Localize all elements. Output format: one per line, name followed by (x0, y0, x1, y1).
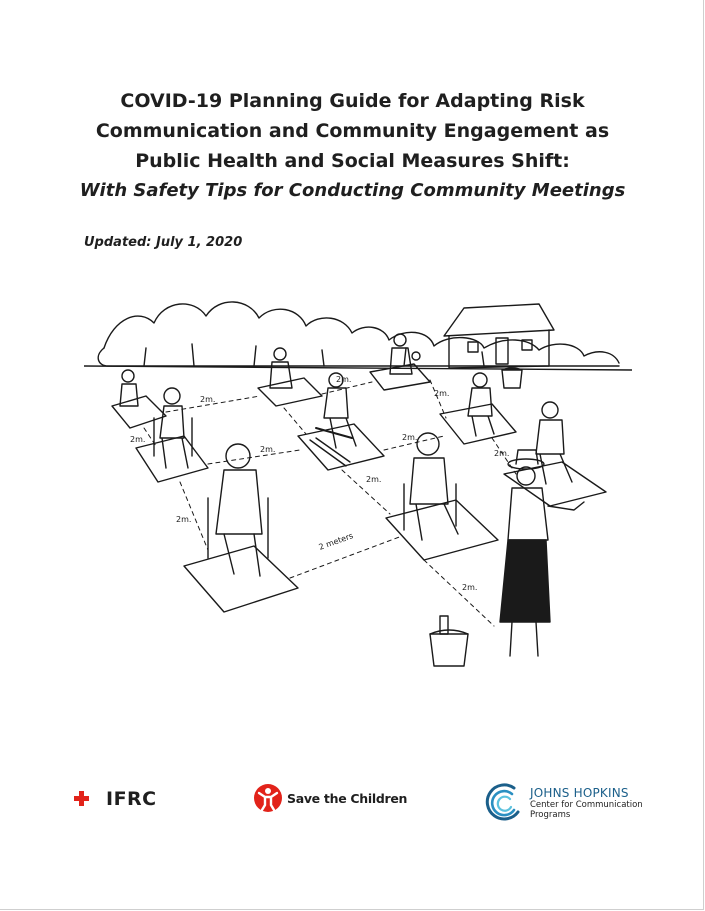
title-line-3: Public Health and Social Measures Shift: (135, 150, 570, 172)
distance-label: 2m. (366, 475, 382, 484)
document-subtitle: With Safety Tips for Conducting Community Meetings (79, 180, 626, 201)
title-line-2: Communication and Community Engagement as (95, 120, 610, 142)
bucket (430, 616, 468, 666)
save-the-children-text: Save the Children (287, 790, 408, 806)
red-cross-crescent-icon (74, 789, 104, 809)
person-seated (404, 433, 458, 540)
tree-line (104, 302, 619, 363)
document-title (60, 86, 645, 206)
distance-label: 2m. (402, 433, 418, 442)
person-seated (316, 373, 356, 448)
community-meeting-illustration (84, 278, 632, 690)
mat (386, 500, 498, 560)
distance-label: 2m. (260, 445, 276, 454)
save-the-children-logo (253, 782, 407, 814)
mat (136, 436, 208, 482)
distance-label: 2m. (200, 395, 216, 404)
updated-date: Updated: July 1, 2020 (84, 235, 243, 250)
jhu-name: JOHNS HOPKINS (530, 785, 629, 800)
house (444, 304, 554, 368)
partner-logos (0, 770, 705, 830)
johns-hopkins-ccp-logo (484, 782, 643, 824)
swirl-icon (484, 782, 524, 824)
person-seated (536, 402, 572, 484)
distance-label: 2m. (462, 583, 478, 592)
mat (440, 404, 516, 444)
distance-label: 2m. (176, 515, 192, 524)
distance-label: 2m. (336, 375, 352, 384)
distance-label: 2m. (434, 389, 450, 398)
mat (184, 546, 298, 612)
ifrc-logo (74, 786, 157, 812)
jhu-subtitle-line-2: Programs (530, 809, 571, 820)
child-figure-icon (253, 783, 283, 813)
mat (258, 378, 322, 406)
distance-label: 2m. (130, 435, 146, 444)
title-line-1: COVID-19 Planning Guide for Adapting Risk (120, 90, 585, 112)
person-seated (154, 388, 192, 468)
ifrc-logo-text: IFRC (106, 788, 157, 810)
distance-label: 2 meters (317, 531, 355, 552)
distance-label: 2m. (494, 449, 510, 458)
jhu-subtitle-line-1: Center for Communication (530, 799, 643, 810)
